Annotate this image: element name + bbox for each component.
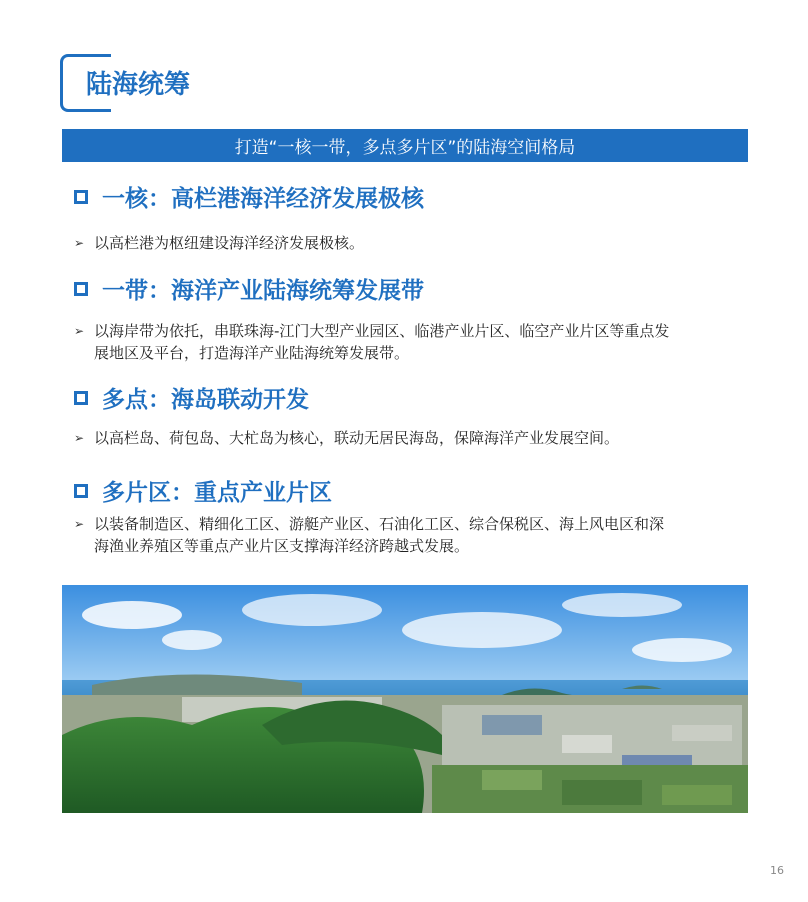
section-heading-core: [74, 180, 424, 213]
arrow-bullet-icon: ➢: [74, 517, 85, 531]
section-heading-text: 一带：海洋产业陆海统筹发展带: [102, 278, 424, 304]
bullet-text: 以高栏岛、荷包岛、大杧岛为核心，联动无居民海岛，保障海洋产业发展空间。: [94, 429, 620, 447]
page-title-box: [60, 54, 191, 110]
bullet-text-line-2: 海渔业养殖区等重点产业片区支撑海洋经济跨越式发展。: [94, 537, 470, 555]
bullet-item: [74, 232, 744, 254]
page-title: 陆海统筹: [86, 70, 191, 100]
section-heading-text: 一核：高栏港海洋经济发展极核: [102, 186, 424, 212]
section-heading-text: 多点：海岛联动开发: [102, 387, 309, 413]
bullet-item: [74, 513, 744, 557]
section-heading-points: [74, 381, 309, 414]
page-number: 16: [770, 864, 784, 877]
aerial-port-photo: [62, 585, 748, 813]
bullet-text: 以高栏港为枢纽建设海洋经济发展极核。: [94, 234, 365, 252]
arrow-bullet-icon: ➢: [74, 324, 85, 338]
bullet-item: [74, 427, 744, 449]
square-bullet-icon: [74, 484, 88, 498]
bullet-text-line-2: 展地区及平台，打造海洋产业陆海统筹发展带。: [94, 344, 410, 362]
section-heading-belt: [74, 272, 424, 305]
square-bullet-icon: [74, 190, 88, 204]
bullet-text-line-1: 以装备制造区、精细化工区、游艇产业区、石油化工区、综合保税区、海上风电区和深: [94, 515, 665, 533]
section-heading-text: 多片区：重点产业片区: [102, 480, 332, 506]
arrow-bullet-icon: ➢: [74, 431, 85, 445]
bullet-text-line-1: 以海岸带为依托，串联珠海-江门大型产业园区、临港产业片区、临空产业片区等重点发: [94, 322, 670, 340]
banner: 打造“一核一带，多点多片区”的陆海空间格局: [62, 129, 748, 162]
section-heading-zones: [74, 474, 332, 507]
square-bullet-icon: [74, 282, 88, 296]
bullet-item: [74, 320, 744, 364]
arrow-bullet-icon: ➢: [74, 236, 85, 250]
square-bullet-icon: [74, 391, 88, 405]
